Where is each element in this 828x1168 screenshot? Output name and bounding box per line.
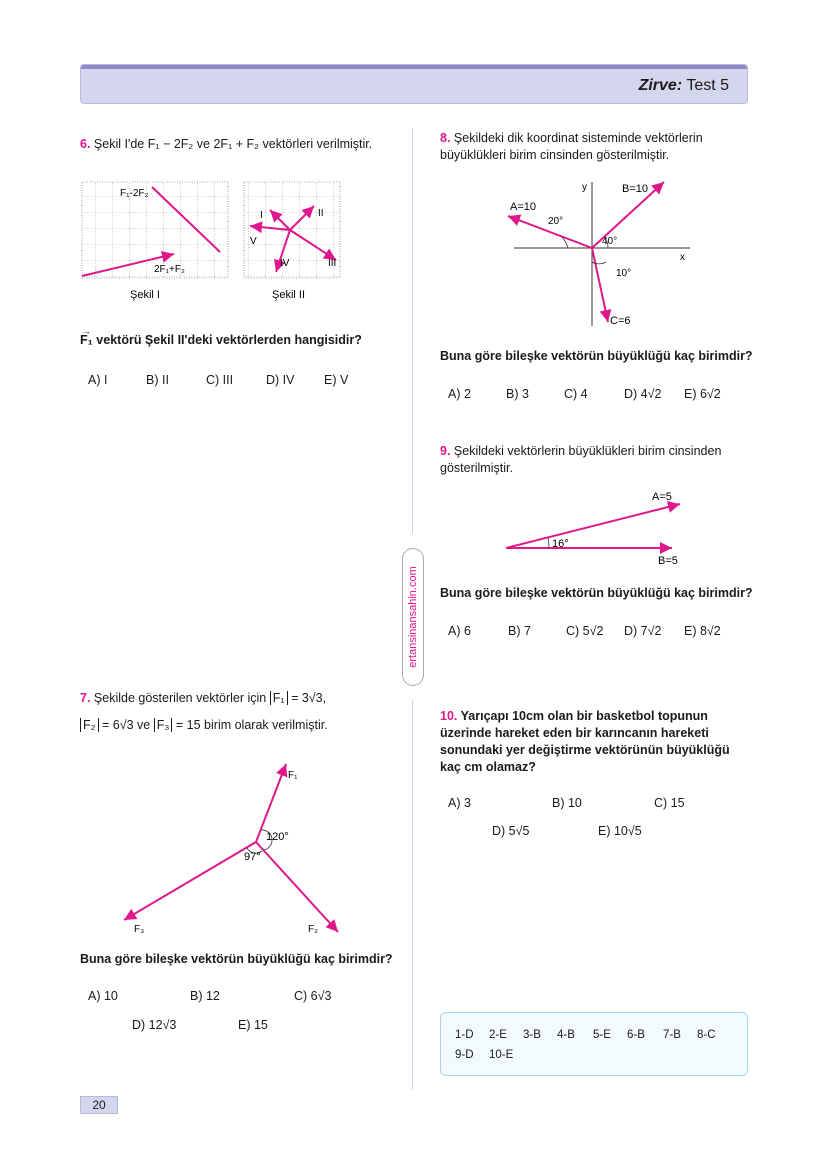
header-brand: Zirve: [638,77,683,94]
q6-expr2: 2F₁ + F₂ [213,137,260,151]
header-bar [80,64,748,104]
page-number: 20 [80,1096,118,1114]
label-a: A=10 [510,201,536,213]
q7-line1 [80,690,410,707]
q6-number: 6. [80,137,91,151]
label-f1: F₁ [288,770,298,781]
q6-option-d[interactable]: D) IV [266,373,295,387]
answer-9: 9-D [455,1049,474,1061]
answer-2: 2-E [489,1029,507,1041]
q6-figures [78,180,368,305]
q6-intro-post: vektörleri verilmiştir. [262,137,373,151]
answer-4: 4-B [557,1029,575,1041]
label-b: B=10 [622,183,648,195]
label-c: C=6 [610,315,631,327]
q9-intro [440,443,740,477]
q8-option-c[interactable]: C) 4 [564,387,588,401]
angle-40: 40° [602,236,618,247]
q6-question-text: vektörü Şekil II'deki vektörlerden hangisidir? [96,333,362,347]
label-f3: F₃ [134,924,145,935]
header-test: Test 5 [686,77,729,94]
q7-option-d[interactable]: D) 12√3 [132,1018,177,1032]
angle-20: 20° [548,216,564,227]
site-label [402,548,424,686]
answer-8: 8-C [697,1029,716,1041]
q9-option-c[interactable]: C) 5√2 [566,624,604,638]
q9-option-a[interactable]: A) 6 [448,624,471,638]
fig1-caption: Şekil I [130,289,160,301]
q6-option-b[interactable]: B) II [146,373,169,387]
q6-expr1: F₁ − 2F₂ [147,137,194,151]
q10-option-b[interactable]: B) 10 [552,796,582,810]
q10-option-e[interactable]: E) 10√5 [598,824,642,838]
q8-option-b[interactable]: B) 3 [506,387,529,401]
vector-f2 [256,842,338,932]
site-label-text: ertansinansahin.com [407,566,419,668]
label-II: II [318,208,324,219]
q7-eq3: = 15 birim olarak verilmiştir. [175,718,328,732]
q7-f1: F₁ [270,691,288,705]
q9-figure [500,486,700,570]
q7-option-c[interactable]: C) 6√3 [294,989,332,1003]
answer-7: 7-B [663,1029,681,1041]
answer-6: 6-B [627,1029,645,1041]
q8-option-d[interactable]: D) 4√2 [624,387,662,401]
q6-option-c[interactable]: C) III [206,373,234,387]
q6-intro [80,136,410,153]
label-V: V [250,236,257,247]
q8-intro [440,130,730,164]
q6-question-vec: → F₁ [80,332,93,349]
angle-arc-16 [548,538,549,548]
q7-option-a[interactable]: A) 10 [88,989,118,1003]
q10-intro [440,708,752,776]
q8-figure [500,176,700,332]
header-title [639,77,729,95]
answer-3: 3-B [523,1029,541,1041]
q6-question [80,332,410,349]
q6-intro-mid: ve [196,137,210,151]
q6-option-a[interactable]: A) I [88,373,108,387]
label-IV: IV [280,258,290,269]
q7-option-b[interactable]: B) 12 [190,989,220,1003]
column-divider [412,128,413,533]
q8-question: Buna göre bileşke vektörün büyüklüğü kaç birimdir? [440,349,753,363]
q9-option-d[interactable]: D) 7√2 [624,624,662,638]
angle-16: 16° [552,538,569,550]
q9-question: Buna göre bileşke vektörün büyüklüğü kaç birimdir? [440,586,753,600]
answer-5: 5-E [593,1029,611,1041]
answer-key [440,1012,748,1076]
q7-f2: F₂ [80,718,99,732]
q10-option-c[interactable]: C) 15 [654,796,685,810]
q9-text: Şekildeki vektörlerin büyüklükleri birim cinsinden gösterilmiştir. [440,444,722,475]
angle-120: 120° [266,831,289,843]
vector-a [506,504,680,548]
header-accent-line [81,65,747,69]
q6-option-e[interactable]: E) V [324,373,349,387]
q7-eq2: = 6√3 ve [101,718,151,732]
q10-number: 10. [440,709,458,723]
label-I: I [260,210,263,221]
q8-option-a[interactable]: A) 2 [448,387,471,401]
q8-number: 8. [440,131,451,145]
label-2f1-plus-f2: 2F₁+F₂ [154,264,185,275]
q9-option-b[interactable]: B) 7 [508,624,531,638]
label-a: A=5 [652,491,672,503]
q7-line1-pre: Şekilde gösterilen vektörler için [93,691,267,705]
q7-line2 [80,717,410,734]
q7-option-e[interactable]: E) 15 [238,1018,268,1032]
q7-eq1: = 3√3, [291,691,327,705]
angle-97: 97° [244,851,261,863]
y-axis-label: y [582,182,587,193]
q9-number: 9. [440,444,451,458]
grid-fig2 [244,182,340,278]
label-III: III [328,258,337,269]
q8-option-e[interactable]: E) 6√2 [684,387,721,401]
label-f2: F₂ [308,924,318,935]
q7-number: 7. [80,691,91,705]
x-axis-label: x [680,252,685,263]
column-divider [412,700,413,1090]
q10-text: Yarıçapı 10cm olan bir basketbol topunun üzerinde hareket eden bir karıncanın hareketi sonundaki yer değiştirme vektörünün büyüklüğü kaç cm olamaz? [440,709,730,774]
q9-option-e[interactable]: E) 8√2 [684,624,721,638]
q8-text: Şekildeki dik koordinat sisteminde vektörlerin büyüklükleri birim cinsinden gösterilmiştir. [440,131,703,162]
vector-f3 [124,842,256,920]
label-f1-minus-2f2: F₁-2F₂ [120,188,149,199]
q7-f3: F₃ [154,718,173,732]
q7-question: Buna göre bileşke vektörün büyüklüğü kaç birimdir? [80,952,393,966]
answer-1: 1-D [455,1029,474,1041]
q6-intro-pre: Şekil I'de [93,137,145,151]
q7-figure [120,760,360,945]
label-b: B=5 [658,555,678,567]
q10-option-d[interactable]: D) 5√5 [492,824,530,838]
q10-option-a[interactable]: A) 3 [448,796,471,810]
angle-10: 10° [616,268,632,279]
vector-c [592,248,608,322]
answer-10: 10-E [489,1049,514,1061]
fig2-caption: Şekil II [272,289,306,301]
